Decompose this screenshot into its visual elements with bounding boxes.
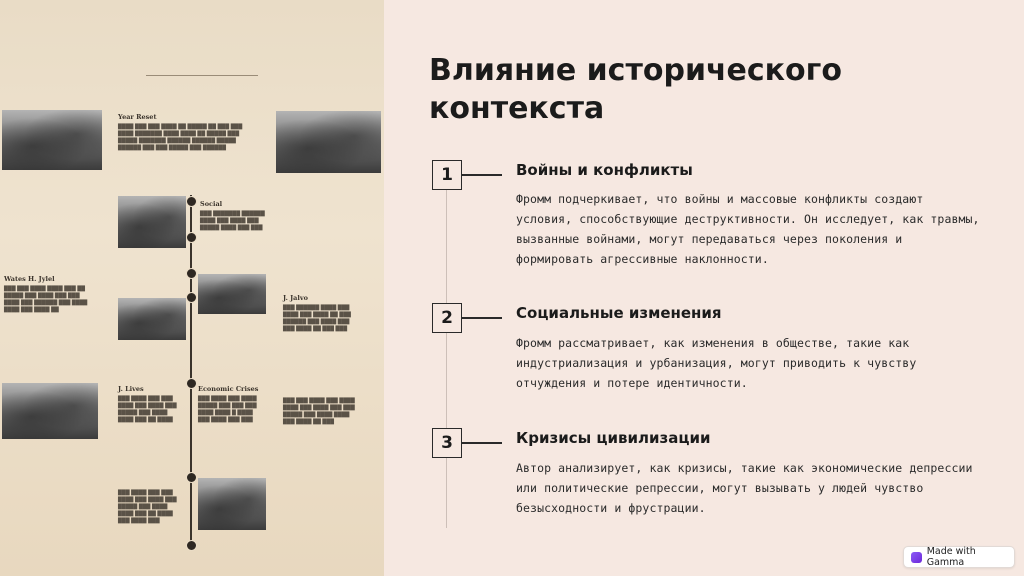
poster-text-block bbox=[283, 294, 373, 333]
step-number-3: 3 bbox=[432, 428, 462, 458]
poster-timeline-dot bbox=[186, 472, 197, 483]
timeline-line bbox=[446, 160, 447, 528]
item-text-crises: Автор анализирует, как кризисы, такие как экономические депрессии или политические репрессии, могут вызывать у людей чувство безысходности и фрустрации. bbox=[516, 461, 973, 515]
poster-photo-crowd bbox=[2, 110, 102, 170]
poster-heading: Wates H. Jylel bbox=[4, 275, 55, 283]
poster-photo-officials bbox=[198, 274, 266, 314]
step-number-2: 2 bbox=[432, 303, 462, 333]
gamma-logo-icon bbox=[911, 552, 922, 563]
poster-text-block bbox=[118, 385, 186, 424]
item-text-social: Фромм рассматривает, как изменения в обществе, такие как индустриализация и урбанизация, могут приводить к чувству отчуждения и потере идентичности. bbox=[516, 336, 917, 390]
poster-timeline-dot bbox=[186, 292, 197, 303]
poster-heading: J. Jalvo bbox=[283, 294, 308, 302]
poster-text-block bbox=[200, 200, 280, 232]
poster-body-blur: ███ ████ ███ ███ ████ ███ ████ ███ █████ ███ ████ ████ ███ ██ ████ bbox=[118, 396, 177, 423]
slide-title: Влияние исторического контекста bbox=[429, 53, 842, 126]
poster-photo-group bbox=[118, 196, 186, 248]
badge-label: Made with Gamma bbox=[926, 546, 976, 568]
poster-body-blur: ███ ██████ ████ ███ ████ ███ ████ ██ ███ ██████ ███ ████ ███ ███ ████ ██ ███ ███ bbox=[283, 305, 351, 332]
poster-heading: J. Lives bbox=[118, 385, 144, 393]
step-connector bbox=[462, 442, 502, 444]
poster-photo-army bbox=[2, 383, 98, 439]
poster-heading: Year Reset bbox=[118, 113, 157, 121]
item-title-wars: Войны и конфликты bbox=[516, 161, 693, 179]
poster-body-blur: ████ ███ ███ ████ ██ █████ ██ ███ ███ ████ ███████ ████ ████ ██ █████ ███ █████ ███████ ██████ ██████ █████ ██████ ███ ███ █████ ███ ██████ bbox=[118, 124, 243, 151]
step-connector bbox=[462, 174, 502, 176]
item-title-social: Социальные изменения bbox=[516, 304, 722, 322]
poster-body-blur: ███ ███ ████ ███ ████ ████ ███ ████ ███ ███ █████ ███ ████ ████ ███ ████ ██ ███ bbox=[283, 398, 355, 425]
made-with-gamma-badge[interactable] bbox=[903, 546, 1015, 568]
poster-text-block bbox=[118, 113, 268, 152]
poster-text-block bbox=[198, 385, 278, 424]
poster-photo-soldiers bbox=[118, 298, 186, 340]
historical-timeline-image bbox=[0, 0, 384, 576]
poster-timeline-dot bbox=[186, 232, 197, 243]
poster-timeline-dot bbox=[186, 540, 197, 551]
item-title-crises: Кризисы цивилизации bbox=[516, 429, 711, 447]
poster-timeline-dot bbox=[186, 196, 197, 207]
poster-body-blur: ███ ███████ ██████ ████ ███ ████ ███ █████ ████ ███ ███ bbox=[200, 211, 265, 231]
item-text-wars: Фромм подчеркивает, что войны и массовые конфликты создают условия, способствующие деструктивности. Он исследует, как травмы, вызванные войнами, могут передаваться через поколения и формировать агрессивные наклонности. bbox=[516, 192, 980, 266]
step-connector bbox=[462, 317, 502, 319]
poster-timeline-dot bbox=[186, 378, 197, 389]
poster-body-blur: ███ ███ ████ ████ ███ ██ █████ ███ ████ ███ ███ ████ ███ ██████ ███ ████ ████ ███ ████ ██ bbox=[4, 286, 88, 313]
poster-timeline-dot bbox=[186, 268, 197, 279]
poster-timeline-line bbox=[190, 195, 192, 545]
poster-heading: Social bbox=[200, 200, 223, 208]
poster-text-block bbox=[118, 490, 186, 525]
poster-photo-portrait bbox=[276, 111, 381, 173]
poster-text-block bbox=[283, 398, 373, 426]
poster-divider bbox=[146, 75, 258, 76]
poster-body-blur: ███ ████ ███ ███ ████ ███ ████ ███ █████ ███ ████ ████ ███ ██ ████ ███ ████ ███ bbox=[118, 490, 177, 524]
poster-body-blur: ███ ████ ███ ████ █████ ███ ███ ███ ████ ████ █ ████ ███ ████ ███ ███ bbox=[198, 396, 257, 423]
poster-heading: Economic Crises bbox=[198, 385, 259, 393]
poster-photo-meeting bbox=[198, 478, 266, 530]
poster-text-block bbox=[4, 275, 99, 314]
step-number-1: 1 bbox=[432, 160, 462, 190]
